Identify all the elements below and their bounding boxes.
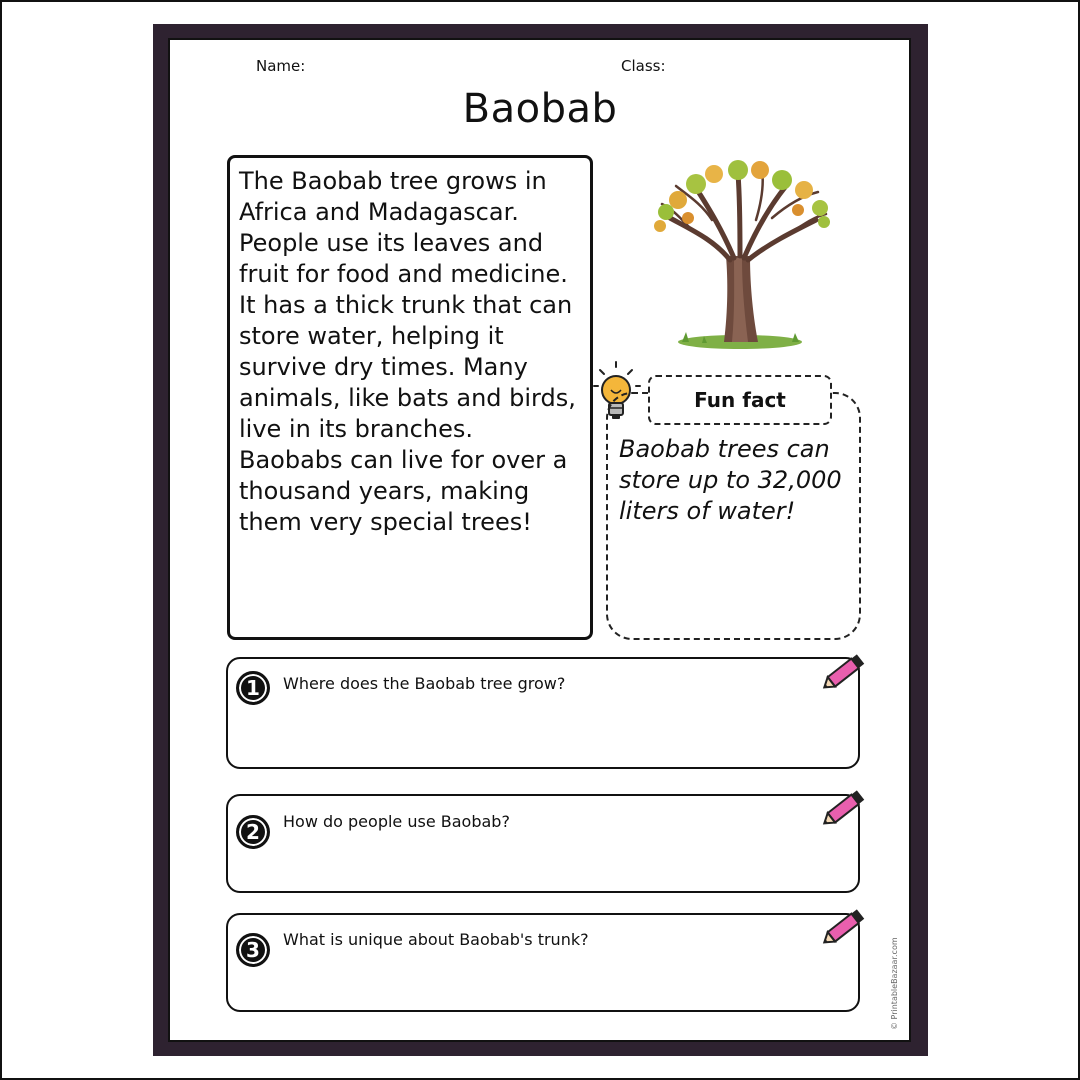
fun-fact-text: Baobab trees can store up to 32,000 liters of water! <box>619 435 842 525</box>
question-text-1: Where does the Baobab tree grow? <box>283 674 566 693</box>
pencil-icon <box>818 905 870 949</box>
answer-box-3[interactable] <box>226 913 860 1012</box>
question-text-3: What is unique about Baobab's trunk? <box>283 930 589 949</box>
question-number-2: 2 <box>236 815 270 849</box>
name-label: Name: <box>256 57 306 75</box>
reading-passage: The Baobab tree grows in Africa and Madagascar. People use its leaves and fruit for food and medicine. It has a thick trunk that can store water, helping it survive dry times. Many animals, like bats and birds, live in its branches. Baobabs can live for over a thousand years, making them very special trees! <box>227 155 593 640</box>
class-label: Class: <box>621 57 666 75</box>
pencil-icon <box>818 786 870 830</box>
pencil-icon <box>818 650 870 694</box>
question-number-3: 3 <box>236 933 270 967</box>
question-number-1: 1 <box>236 671 270 705</box>
copyright-watermark: © PrintableBazaar.com <box>890 937 899 1030</box>
page-title: Baobab <box>462 86 618 132</box>
tree-illustration <box>652 160 832 350</box>
answer-box-2[interactable] <box>226 794 860 893</box>
question-text-2: How do people use Baobab? <box>283 812 510 831</box>
fun-fact-label: Fun fact <box>648 375 832 425</box>
